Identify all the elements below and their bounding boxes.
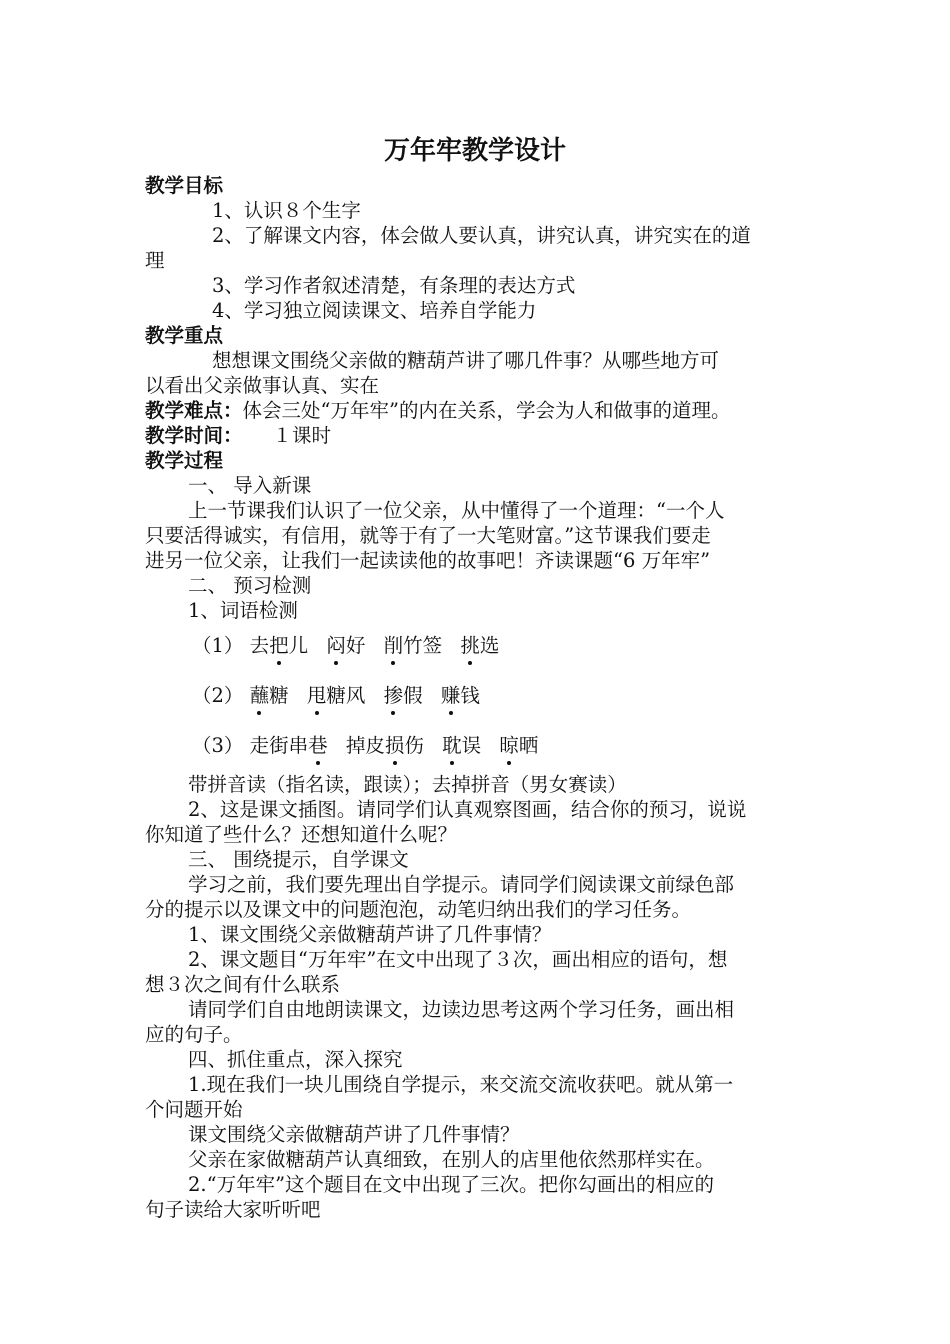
vocab-row-2	[192, 683, 492, 708]
self-study-line2: 分的提示以及课文中的问题泡泡，动笔归纳出我们的学习任务。	[145, 898, 692, 921]
self-study-line1: 学习之前，我们要先理出自学提示。请同学们阅读课文前绿色部	[188, 873, 735, 896]
read-aloud-line2: 应的句子。	[145, 1023, 243, 1046]
vocab-word: 耽误	[442, 734, 482, 757]
illustration-line1: 2、这是课文插图。请同学们认真观察图画，结合你的预习，说说	[188, 798, 747, 821]
intro-line1: 上一节课我们认识了一位父亲，从中懂得了一个道理：“一个人	[188, 499, 725, 522]
vocab-prefix: （1）	[192, 634, 244, 657]
vocab-word: 走街串巷	[249, 734, 328, 757]
difficulty-text: 体会三处“万年牢”的内在关系，学会为人和做事的道理。	[242, 399, 731, 422]
vocab-word: 削竹签	[383, 634, 443, 657]
explore-question: 课文围绕父亲做糖葫芦讲了几件事情？	[188, 1123, 520, 1146]
vocab-word: 甩糖风	[306, 684, 366, 707]
read-aloud-line1: 请同学们自由地朗读课文，边读边思考这两个学习任务，画出相	[188, 998, 735, 1021]
vocab-word: 挑选	[460, 634, 500, 657]
goal-2-line1: 2、了解课文内容，体会做人要认真，讲究认真，讲究实在的道	[212, 224, 751, 247]
vocab-prefix: （3）	[192, 734, 244, 757]
focus-line2: 以看出父亲做事认真、实在	[145, 374, 380, 397]
vocab-check-heading: 1、词语检测	[188, 599, 298, 622]
focus-heading: 教学重点	[145, 324, 224, 347]
vocab-prefix: （2）	[192, 684, 244, 707]
task-2-line1: 2、课文题目“万年牢”在文中出现了３次，画出相应的语句，想	[188, 948, 728, 971]
explore-line1: 1.现在我们一块儿围绕自学提示，来交流交流收获吧。就从第一	[188, 1073, 734, 1096]
difficulty-row	[145, 398, 730, 423]
goal-2-line2: 理	[145, 249, 165, 272]
vocab-row-3	[192, 733, 550, 758]
section-4-heading: 四、抓住重点，深入探究	[188, 1048, 403, 1071]
process-heading: 教学过程	[145, 449, 224, 472]
task-2-line2: 想３次之间有什么联系	[145, 973, 341, 996]
intro-line3: 进另一位父亲，让我们一起读读他的故事吧！齐读课题“6 万年牢”	[145, 549, 711, 572]
section-3-heading: 三、 围绕提示，自学课文	[188, 848, 409, 871]
vocab-word: 掉皮损伤	[345, 734, 424, 757]
vocab-word: 闷好	[326, 634, 366, 657]
focus-line1: 想想课文围绕父亲做的糖葫芦讲了哪几件事？从哪些地方可	[212, 349, 720, 372]
vocab-word: 晾晒	[499, 734, 539, 757]
read-note: 带拼音读（指名读，跟读）；去掉拼音（男女赛读）	[188, 773, 627, 796]
explore-answer: 父亲在家做糖葫芦认真细致，在别人的店里他依然那样实在。	[188, 1148, 715, 1171]
goal-3: 3、学习作者叙述清楚，有条理的表达方式	[212, 274, 576, 297]
time-label: 教学时间：	[145, 424, 243, 447]
time-text: １课时	[272, 424, 332, 447]
goal-1: 1、认识８个生字	[212, 199, 361, 222]
task-1: 1、课文围绕父亲做糖葫芦讲了几件事情？	[188, 923, 552, 946]
illustration-line2: 你知道了些什么？还想知道什么呢？	[145, 823, 458, 846]
explore-line2: 个问题开始	[145, 1098, 243, 1121]
explore-line5: 2.“万年牢”这个题目在文中出现了三次。把你勾画出的相应的	[188, 1173, 715, 1196]
vocab-word: 去把儿	[249, 634, 309, 657]
intro-line2: 只要活得诚实，有信用，就等于有了一大笔财富。”这节课我们要走	[145, 524, 711, 547]
goals-heading: 教学目标	[145, 174, 224, 197]
section-1-heading: 一、 导入新课	[188, 474, 312, 497]
vocab-word: 蘸糖	[249, 684, 289, 707]
time-row	[145, 423, 331, 448]
goal-4: 4、学习独立阅读课文、培养自学能力	[212, 299, 537, 322]
section-2-heading: 二、 预习检测	[188, 574, 312, 597]
difficulty-label: 教学难点：	[145, 399, 243, 422]
document-title: 万年牢教学设计	[383, 136, 566, 166]
explore-line6: 句子读给大家听听吧	[145, 1198, 321, 1221]
vocab-word: 赚钱	[440, 684, 480, 707]
vocab-word: 掺假	[383, 684, 423, 707]
vocab-row-1	[192, 633, 511, 658]
